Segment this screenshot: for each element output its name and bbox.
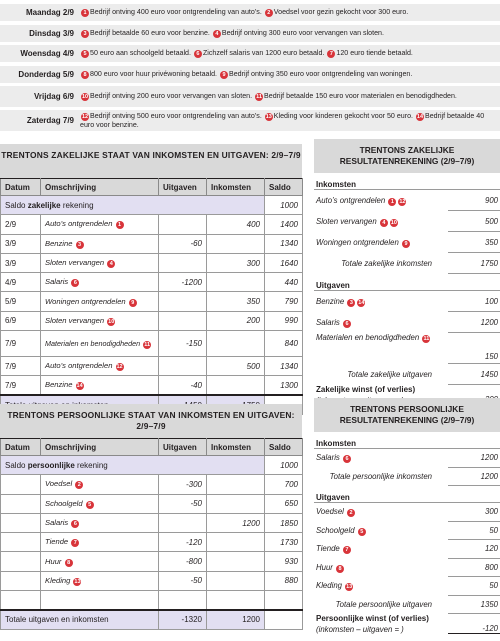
number-marker-icon: 8 bbox=[81, 71, 89, 79]
number-marker-icon: 10 bbox=[81, 94, 89, 100]
transaction-text: Bedrijf ontving 400 euro voor ontgrendeling van auto’s. bbox=[90, 8, 264, 16]
statement-row-value: 50 bbox=[448, 522, 500, 541]
table-row bbox=[1, 552, 303, 571]
day-row bbox=[0, 110, 500, 131]
row-label-text: Totale persoonlijke uitgaven bbox=[335, 600, 432, 610]
number-marker-icon: 2 bbox=[265, 9, 273, 17]
column-header: Inkomsten bbox=[207, 439, 265, 456]
description-text: Sloten vervangen bbox=[45, 258, 105, 268]
date-cell bbox=[1, 494, 41, 513]
row-label-text: Totale zakelijke inkomsten bbox=[341, 259, 432, 268]
number-marker-icon: 7 bbox=[327, 50, 335, 58]
income-section-label: Inkomsten bbox=[314, 173, 500, 190]
statement-row-label bbox=[316, 544, 448, 554]
profit-label: Zakelijke winst (of verlies) bbox=[316, 385, 416, 394]
date-cell: 7/9 bbox=[1, 376, 41, 395]
profit-value: -120 bbox=[448, 624, 500, 634]
date-cell bbox=[1, 475, 41, 494]
account-type: zakelijke bbox=[27, 200, 61, 210]
statement-row bbox=[314, 312, 500, 333]
statement-row-label bbox=[316, 217, 448, 227]
income-cell bbox=[207, 494, 265, 513]
statement-row-label bbox=[316, 600, 448, 609]
description-cell bbox=[41, 215, 159, 234]
account-type: persoonlijke bbox=[27, 460, 75, 470]
date-cell bbox=[1, 591, 41, 610]
number-marker-icon: 8 bbox=[65, 559, 73, 567]
statement-title: TRENTONS PERSOONLIJKE RESULTATENREKENING (2/9–7/9) bbox=[314, 398, 500, 432]
table-row bbox=[1, 571, 303, 590]
description-cell bbox=[41, 273, 159, 292]
statement-row bbox=[314, 596, 500, 615]
expense-cell: -120 bbox=[159, 533, 207, 552]
day-row bbox=[0, 25, 500, 42]
balance-cell: 1300 bbox=[265, 376, 303, 395]
statement-row bbox=[314, 540, 500, 559]
date-cell: 4/9 bbox=[1, 273, 41, 292]
balance-cell: 1340 bbox=[265, 234, 303, 253]
statement-row bbox=[314, 449, 500, 468]
description-cell bbox=[41, 533, 159, 552]
statement-row bbox=[314, 522, 500, 541]
statement-row bbox=[314, 559, 500, 578]
statement-row-label bbox=[316, 196, 448, 206]
number-marker-icon: 14 bbox=[76, 383, 83, 390]
row-label-text: Totale persoonlijke inkomsten bbox=[329, 472, 432, 482]
row-label-text: Kleding bbox=[316, 581, 343, 591]
description-cell bbox=[41, 513, 159, 532]
statement-row-value: 1450 bbox=[448, 364, 500, 385]
day-row bbox=[0, 45, 500, 62]
statement-row bbox=[314, 503, 500, 522]
statement-row bbox=[314, 190, 500, 211]
income-cell bbox=[207, 234, 265, 253]
date-cell: 2/9 bbox=[1, 215, 41, 234]
day-label: Zaterdag 7/9 bbox=[26, 116, 74, 125]
row-label-text: Salaris bbox=[316, 317, 340, 327]
description-text: Benzine bbox=[45, 238, 73, 248]
income-section-label: Inkomsten bbox=[314, 432, 500, 449]
statement-row bbox=[314, 364, 500, 385]
description-cell bbox=[41, 552, 159, 571]
row-label-text: Huur bbox=[316, 562, 333, 572]
statement-row-value: 1200 bbox=[448, 468, 500, 487]
description-cell bbox=[41, 475, 159, 494]
income-cell bbox=[207, 273, 265, 292]
description-text: Sloten vervangen bbox=[45, 315, 105, 325]
expense-cell bbox=[159, 311, 207, 330]
statement-row bbox=[314, 232, 500, 253]
table-row bbox=[1, 494, 303, 513]
transaction-text: 50 euro aan schoolgeld betaald. bbox=[90, 49, 193, 57]
column-header: Datum bbox=[1, 439, 41, 456]
table-row bbox=[1, 533, 303, 552]
row-label-text: Materialen en benodigdheden bbox=[316, 333, 420, 342]
income-cell: 300 bbox=[207, 253, 265, 272]
income-cell: 1200 bbox=[207, 513, 265, 532]
column-header: Uitgaven bbox=[159, 179, 207, 196]
row-label-text: Tiende bbox=[316, 544, 340, 554]
balance-cell: 840 bbox=[265, 331, 303, 357]
statement-row-label bbox=[316, 333, 448, 343]
table-row bbox=[1, 591, 303, 610]
number-marker-icon: 10 bbox=[390, 219, 397, 226]
expense-cell: -1200 bbox=[159, 273, 207, 292]
balance-cell: 880 bbox=[265, 571, 303, 590]
label-text: Saldo bbox=[5, 200, 28, 210]
date-cell: 3/9 bbox=[1, 253, 41, 272]
row-label-text: Auto’s ontgrendelen bbox=[316, 195, 386, 205]
number-marker-icon: 5 bbox=[86, 501, 94, 509]
number-marker-icon: 4 bbox=[380, 219, 388, 227]
expense-section-label: Uitgaven bbox=[314, 274, 500, 291]
transaction-text: Bedrijf ontving 350 euro voor ontgrendeling van woningen. bbox=[228, 70, 413, 78]
balance-cell: 1640 bbox=[265, 253, 303, 272]
date-cell bbox=[1, 533, 41, 552]
statement-row-label bbox=[316, 507, 448, 517]
description-text: Auto’s ontgrendelen bbox=[45, 219, 113, 229]
day-transactions bbox=[80, 49, 500, 58]
table-row bbox=[1, 311, 303, 330]
expense-cell: -800 bbox=[159, 552, 207, 571]
balance-cell: 700 bbox=[265, 475, 303, 494]
number-marker-icon: 6 bbox=[71, 520, 79, 528]
income-cell bbox=[207, 475, 265, 494]
description-cell bbox=[41, 571, 159, 590]
description-cell bbox=[41, 376, 159, 395]
description-text: Kleding bbox=[45, 575, 71, 585]
number-marker-icon: 13 bbox=[74, 578, 81, 585]
column-header: Saldo bbox=[265, 179, 303, 196]
column-header: Saldo bbox=[265, 439, 303, 456]
profit-label: Persoonlijke winst (of verlies) bbox=[316, 614, 429, 623]
statement-row-value: 150 bbox=[448, 333, 500, 364]
transaction-text: Bedrijf betaalde 150 euro voor materialen en benodigdheden. bbox=[264, 92, 457, 100]
total-income: 1200 bbox=[207, 610, 265, 629]
table-row bbox=[1, 475, 303, 494]
expense-cell: -60 bbox=[159, 234, 207, 253]
personal-income-statement bbox=[314, 398, 500, 634]
expense-cell: -40 bbox=[159, 376, 207, 395]
ledger-header-row bbox=[1, 179, 303, 196]
business-ledger-title: TRENTONS ZAKELIJKE STAAT VAN INKOMSTEN EN UITGAVEN: 2/9–7/9 bbox=[0, 144, 302, 178]
number-marker-icon: 6 bbox=[194, 50, 202, 58]
label-text: rekening bbox=[60, 200, 94, 210]
description-text: Voedsel bbox=[45, 479, 73, 489]
statement-row-label bbox=[316, 563, 448, 573]
statement-row-label bbox=[316, 472, 448, 481]
date-cell: 7/9 bbox=[1, 357, 41, 376]
description-cell bbox=[41, 331, 159, 357]
row-label-text: Voedsel bbox=[316, 507, 344, 517]
number-marker-icon: 8 bbox=[336, 565, 344, 573]
balance-cell: 790 bbox=[265, 292, 303, 311]
day-transactions bbox=[80, 92, 500, 101]
income-cell: 350 bbox=[207, 292, 265, 311]
ledger-header-row bbox=[1, 439, 303, 456]
balance-cell: 1850 bbox=[265, 513, 303, 532]
transaction-text: Bedrijf ontving 300 euro voor vervangen van sloten. bbox=[221, 29, 384, 37]
profit-formula: (inkomsten – uitgaven = ) bbox=[316, 624, 404, 634]
balance-cell: 440 bbox=[265, 273, 303, 292]
transaction-text: 120 euro tiende betaald. bbox=[336, 49, 413, 57]
statement-row-value: 800 bbox=[448, 559, 500, 578]
table-row bbox=[1, 357, 303, 376]
description-text: Woningen ontgrendelen bbox=[45, 296, 126, 306]
transaction-text: Zichzelf salaris van 1200 euro betaald. bbox=[202, 49, 327, 57]
table-row bbox=[1, 273, 303, 292]
number-marker-icon: 3 bbox=[81, 30, 89, 38]
description-text: Materialen en benodigdheden bbox=[45, 338, 141, 348]
column-header: Inkomsten bbox=[207, 179, 265, 196]
number-marker-icon: 12 bbox=[399, 198, 406, 205]
statement-row-value: 100 bbox=[448, 291, 500, 312]
expense-cell bbox=[159, 513, 207, 532]
statement-row-label bbox=[316, 581, 448, 591]
number-marker-icon: 6 bbox=[343, 455, 351, 463]
income-cell bbox=[207, 571, 265, 590]
statement-row-label bbox=[316, 453, 448, 463]
expense-cell: -50 bbox=[159, 494, 207, 513]
statement-row-value: 350 bbox=[448, 232, 500, 253]
total-balance-empty bbox=[265, 610, 303, 629]
business-ledger bbox=[0, 144, 302, 415]
transaction-text: 800 euro voor huur privéwoning betaald. bbox=[90, 70, 219, 78]
transaction-text: Voedsel voor gezin gekocht voor 300 euro. bbox=[273, 8, 409, 16]
description-text: Auto’s ontgrendelen bbox=[45, 361, 113, 371]
expense-cell bbox=[159, 215, 207, 234]
date-cell bbox=[1, 513, 41, 532]
personal-ledger bbox=[0, 404, 302, 630]
number-marker-icon: 6 bbox=[71, 279, 79, 287]
number-marker-icon: 12 bbox=[116, 364, 123, 371]
statement-row bbox=[314, 211, 500, 232]
day-label: Woensdag 4/9 bbox=[20, 49, 74, 58]
day-transactions bbox=[80, 29, 500, 38]
column-header: Datum bbox=[1, 179, 41, 196]
statement-row-value: 50 bbox=[448, 577, 500, 596]
opening-balance-label bbox=[1, 456, 265, 475]
number-marker-icon: 6 bbox=[343, 320, 351, 328]
income-cell bbox=[207, 552, 265, 571]
statement-row-value: 1350 bbox=[448, 596, 500, 615]
description-text: Tiende bbox=[45, 537, 69, 547]
statement-row bbox=[314, 577, 500, 596]
day-transactions bbox=[80, 112, 500, 130]
number-marker-icon: 4 bbox=[213, 30, 221, 38]
profit-row bbox=[314, 624, 500, 634]
number-marker-icon: 5 bbox=[81, 50, 89, 58]
number-marker-icon: 11 bbox=[256, 94, 262, 100]
number-marker-icon: 13 bbox=[265, 113, 272, 120]
statement-row-label bbox=[316, 297, 448, 307]
income-cell bbox=[207, 376, 265, 395]
description-cell bbox=[41, 234, 159, 253]
expense-cell: -300 bbox=[159, 475, 207, 494]
description-text: Benzine bbox=[45, 380, 73, 390]
balance-cell: 1340 bbox=[265, 357, 303, 376]
opening-balance: 1000 bbox=[265, 196, 303, 215]
statement-row-value: 500 bbox=[448, 211, 500, 232]
day-label: Donderdag 5/9 bbox=[18, 70, 74, 79]
day-transactions bbox=[80, 8, 500, 17]
income-cell: 400 bbox=[207, 215, 265, 234]
opening-balance-row bbox=[1, 456, 303, 475]
column-header: Omschrijving bbox=[41, 179, 159, 196]
business-income-statement bbox=[314, 139, 500, 405]
day-label: Maandag 2/9 bbox=[25, 8, 74, 17]
description-cell bbox=[41, 357, 159, 376]
balance-cell: 650 bbox=[265, 494, 303, 513]
table-row bbox=[1, 292, 303, 311]
transaction-text: Bedrijf ontving 500 euro voor ontgrendeling van auto’s. bbox=[90, 111, 264, 120]
total-row bbox=[1, 610, 303, 629]
statement-row bbox=[314, 253, 500, 274]
day-label: Dinsdag 3/9 bbox=[29, 29, 74, 38]
income-cell: 200 bbox=[207, 311, 265, 330]
day-row bbox=[0, 86, 500, 107]
number-marker-icon: 2 bbox=[347, 509, 355, 517]
number-marker-icon: 2 bbox=[75, 481, 83, 489]
income-cell: 500 bbox=[207, 357, 265, 376]
row-label-text: Schoolgeld bbox=[316, 525, 355, 535]
column-header: Omschrijving bbox=[41, 439, 159, 456]
row-label-text: Sloten vervangen bbox=[316, 216, 377, 226]
description-cell bbox=[41, 253, 159, 272]
statement-row-label bbox=[316, 370, 448, 379]
day-row bbox=[0, 66, 500, 83]
table-row bbox=[1, 234, 303, 253]
number-marker-icon: 10 bbox=[108, 318, 115, 325]
statement-row-value: 900 bbox=[448, 190, 500, 211]
expense-cell bbox=[159, 253, 207, 272]
balance-cell: 1730 bbox=[265, 533, 303, 552]
balance-cell bbox=[265, 591, 303, 610]
date-cell bbox=[1, 571, 41, 590]
statement-row-value: 300 bbox=[448, 503, 500, 522]
expense-cell bbox=[159, 292, 207, 311]
statement-title: TRENTONS ZAKELIJKE RESULTATENREKENING (2/9–7/9) bbox=[314, 139, 500, 173]
expense-cell bbox=[159, 591, 207, 610]
day-label: Vrijdag 6/9 bbox=[33, 92, 74, 101]
income-cell bbox=[207, 533, 265, 552]
table-row bbox=[1, 513, 303, 532]
number-marker-icon: 3 bbox=[76, 241, 84, 249]
label-text: Saldo bbox=[5, 460, 28, 470]
expense-cell: -150 bbox=[159, 331, 207, 357]
statement-row bbox=[314, 468, 500, 487]
description-cell bbox=[41, 494, 159, 513]
statement-row-label bbox=[316, 526, 448, 536]
number-marker-icon: 13 bbox=[346, 584, 353, 591]
date-cell: 3/9 bbox=[1, 234, 41, 253]
statement-row bbox=[314, 291, 500, 312]
date-cell: 7/9 bbox=[1, 331, 41, 357]
opening-balance-row bbox=[1, 196, 303, 215]
personal-ledger-title: TRENTONS PERSOONLIJKE STAAT VAN INKOMSTEN EN UITGAVEN: 2/9–7/9 bbox=[0, 404, 302, 438]
number-marker-icon: 9 bbox=[129, 299, 137, 307]
description-text: Salaris bbox=[45, 518, 69, 528]
column-header: Uitgaven bbox=[159, 439, 207, 456]
row-label-text: Totale zakelijke uitgaven bbox=[347, 370, 432, 379]
daily-transactions bbox=[0, 0, 500, 132]
expense-section-label: Uitgaven bbox=[314, 486, 500, 503]
number-marker-icon: 11 bbox=[144, 341, 151, 348]
description-cell bbox=[41, 311, 159, 330]
number-marker-icon: 12 bbox=[81, 113, 89, 120]
statement-row-label bbox=[316, 259, 448, 268]
table-row bbox=[1, 376, 303, 395]
row-label-text: Salaris bbox=[316, 453, 340, 463]
transaction-text: Bedrijf ontving 200 euro voor vervangen van sloten. bbox=[90, 92, 255, 100]
statement-row bbox=[314, 333, 500, 364]
number-marker-icon: 9 bbox=[220, 71, 228, 79]
opening-balance: 1000 bbox=[265, 456, 303, 475]
table-row bbox=[1, 331, 303, 357]
statement-row-value: 1750 bbox=[448, 253, 500, 274]
statement-row-value: 120 bbox=[448, 540, 500, 559]
table-row bbox=[1, 215, 303, 234]
date-cell: 5/9 bbox=[1, 292, 41, 311]
statement-row-label bbox=[316, 318, 448, 328]
number-marker-icon: 11 bbox=[423, 336, 430, 342]
balance-cell: 1400 bbox=[265, 215, 303, 234]
table-row bbox=[1, 253, 303, 272]
day-transactions bbox=[80, 70, 500, 79]
description-text: Salaris bbox=[45, 277, 69, 287]
number-marker-icon: 14 bbox=[358, 299, 365, 306]
row-label-text: Woningen ontgrendelen bbox=[316, 237, 399, 247]
transaction-text: Bedrijf betaalde 40 euro voor benzine. bbox=[80, 111, 485, 129]
expense-cell: -50 bbox=[159, 571, 207, 590]
description-cell bbox=[41, 292, 159, 311]
number-marker-icon: 14 bbox=[416, 113, 424, 120]
transaction-text: Kleding voor kinderen gekocht voor 50 euro. bbox=[273, 111, 415, 120]
statement-row-label bbox=[316, 238, 448, 248]
date-cell bbox=[1, 552, 41, 571]
expense-cell bbox=[159, 357, 207, 376]
number-marker-icon: 4 bbox=[107, 260, 115, 268]
number-marker-icon: 5 bbox=[358, 528, 366, 536]
balance-cell: 990 bbox=[265, 311, 303, 330]
number-marker-icon: 3 bbox=[347, 299, 355, 307]
number-marker-icon: 1 bbox=[388, 198, 396, 206]
description-cell bbox=[41, 591, 159, 610]
row-label-text: Benzine bbox=[316, 296, 345, 306]
total-label: Totale uitgaven en inkomsten bbox=[1, 610, 159, 629]
income-cell bbox=[207, 331, 265, 357]
statement-row-value: 1200 bbox=[448, 449, 500, 468]
date-cell: 6/9 bbox=[1, 311, 41, 330]
statement-row-value: 1200 bbox=[448, 312, 500, 333]
number-marker-icon: 1 bbox=[116, 221, 124, 229]
label-text: rekening bbox=[74, 460, 108, 470]
description-text: Schoolgeld bbox=[45, 498, 83, 508]
transaction-text: Bedrijf betaalde 60 euro voor benzine. bbox=[90, 29, 212, 37]
number-marker-icon: 7 bbox=[343, 546, 351, 554]
number-marker-icon: 7 bbox=[71, 539, 79, 547]
opening-balance-label bbox=[1, 196, 265, 215]
number-marker-icon: 1 bbox=[81, 9, 89, 17]
description-text: Huur bbox=[45, 556, 62, 566]
income-cell bbox=[207, 591, 265, 610]
number-marker-icon: 9 bbox=[402, 240, 410, 248]
day-row bbox=[0, 4, 500, 21]
total-expenses: -1320 bbox=[159, 610, 207, 629]
balance-cell: 930 bbox=[265, 552, 303, 571]
